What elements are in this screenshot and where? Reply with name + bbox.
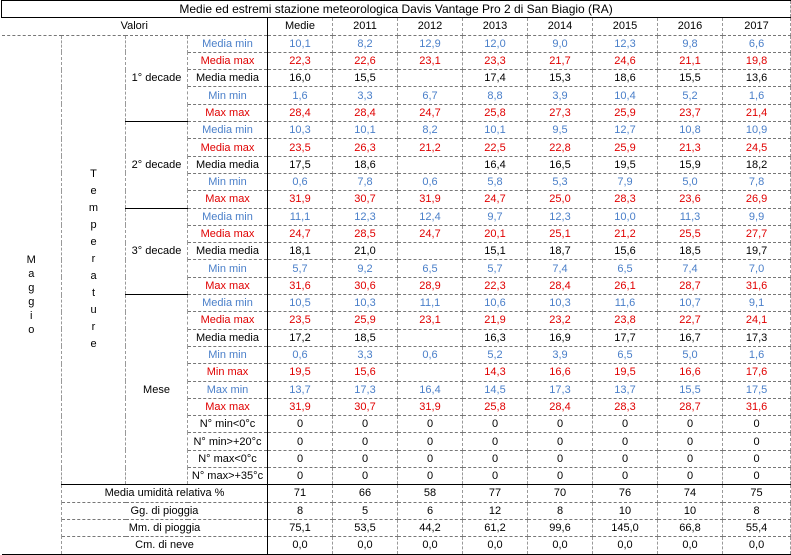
value-cell: 7,8 [333, 173, 398, 190]
medie-cell: 0 [268, 450, 333, 467]
value-cell: 5,0 [658, 346, 723, 363]
value-cell: 17,3 [528, 381, 593, 398]
value-cell: 24,6 [593, 52, 658, 69]
medie-cell: 13,7 [268, 381, 333, 398]
value-cell: 12 [463, 502, 528, 519]
value-cell: 13,7 [593, 381, 658, 398]
medie-cell: 0,6 [268, 173, 333, 190]
value-cell: 0 [658, 450, 723, 467]
value-cell: 31,6 [723, 398, 791, 415]
value-cell: 18,6 [333, 156, 398, 173]
value-cell: 70 [528, 485, 593, 502]
value-cell: 66 [333, 485, 398, 502]
value-cell: 17,6 [723, 364, 791, 381]
value-cell: 24,5 [723, 139, 791, 156]
header-year: 2015 [593, 18, 658, 35]
value-cell: 0 [593, 416, 658, 433]
header-year: 2013 [463, 18, 528, 35]
value-cell: 9,0 [528, 35, 593, 52]
value-cell: 14,3 [463, 364, 528, 381]
value-cell: 11,1 [398, 295, 463, 312]
table-row [2, 537, 791, 554]
value-cell: 12,3 [528, 208, 593, 225]
value-cell: 22,6 [333, 52, 398, 69]
value-cell: 75 [723, 485, 791, 502]
value-cell: 8,8 [463, 87, 528, 104]
medie-cell: 8 [268, 502, 333, 519]
value-cell: 58 [398, 485, 463, 502]
value-cell: 28,9 [398, 277, 463, 294]
row-label: Media max [188, 139, 268, 156]
medie-cell: 75,1 [268, 519, 333, 536]
value-cell: 10,3 [528, 295, 593, 312]
value-cell: 8,2 [398, 122, 463, 139]
value-cell: 17,4 [463, 70, 528, 87]
value-cell: 6,7 [398, 87, 463, 104]
value-cell: 10,1 [463, 122, 528, 139]
value-cell: 21,0 [333, 243, 398, 260]
value-cell: 18,5 [333, 329, 398, 346]
row-label: Max max [188, 277, 268, 294]
value-cell: 0,0 [463, 537, 528, 554]
value-cell: 6,5 [593, 260, 658, 277]
value-cell: 5,2 [658, 87, 723, 104]
row-label: Max min [188, 381, 268, 398]
value-cell: 12,3 [593, 35, 658, 52]
value-cell: 0 [528, 416, 593, 433]
row-label: Media min [188, 122, 268, 139]
value-cell: 10,0 [593, 208, 658, 225]
value-cell: 8 [528, 502, 593, 519]
month-label: M a g g i o [2, 35, 62, 554]
value-cell: 30,7 [333, 398, 398, 415]
value-cell: 15,9 [658, 156, 723, 173]
value-cell: 9,2 [333, 260, 398, 277]
value-cell: 0,0 [333, 537, 398, 554]
row-label: Min min [188, 346, 268, 363]
value-cell: 10,9 [723, 122, 791, 139]
value-cell: 0 [398, 450, 463, 467]
value-cell: 5 [333, 502, 398, 519]
row-label: Media max [188, 225, 268, 242]
value-cell: 16,6 [528, 364, 593, 381]
value-cell: 9,5 [528, 122, 593, 139]
value-cell: 0 [723, 468, 791, 485]
value-cell: 17,3 [333, 381, 398, 398]
value-cell: 12,0 [463, 35, 528, 52]
value-cell: 31,9 [398, 398, 463, 415]
table-row [2, 519, 791, 536]
value-cell: 0 [658, 468, 723, 485]
medie-cell: 23,5 [268, 312, 333, 329]
value-cell: 12,7 [593, 122, 658, 139]
value-cell: 23,1 [398, 52, 463, 69]
value-cell: 3,9 [528, 87, 593, 104]
table-row [2, 485, 791, 502]
value-cell: 11,6 [593, 295, 658, 312]
value-cell: 21,9 [463, 312, 528, 329]
value-cell: 23,1 [398, 312, 463, 329]
value-cell [398, 364, 463, 381]
value-cell: 7,4 [528, 260, 593, 277]
footer-label: Gg. di pioggia [62, 502, 268, 519]
value-cell: 1,6 [723, 87, 791, 104]
value-cell: 16,4 [398, 381, 463, 398]
value-cell: 16,4 [463, 156, 528, 173]
value-cell: 0 [593, 433, 658, 450]
medie-cell: 10,3 [268, 122, 333, 139]
value-cell: 12,4 [398, 208, 463, 225]
row-label: Media max [188, 312, 268, 329]
value-cell: 74 [658, 485, 723, 502]
row-label: N° max<0°c [188, 450, 268, 467]
value-cell: 21,3 [658, 139, 723, 156]
value-cell: 15,5 [658, 70, 723, 87]
row-label: Min max [188, 364, 268, 381]
value-cell: 19,5 [593, 364, 658, 381]
value-cell: 0 [528, 450, 593, 467]
value-cell: 16,7 [658, 329, 723, 346]
value-cell: 5,7 [463, 260, 528, 277]
medie-cell: 71 [268, 485, 333, 502]
medie-cell: 10,1 [268, 35, 333, 52]
medie-cell: 0,0 [268, 537, 333, 554]
medie-cell: 17,5 [268, 156, 333, 173]
value-cell: 30,6 [333, 277, 398, 294]
value-cell: 21,1 [658, 52, 723, 69]
value-cell: 28,4 [528, 398, 593, 415]
value-cell: 18,2 [723, 156, 791, 173]
value-cell: 0 [658, 416, 723, 433]
medie-cell: 0 [268, 433, 333, 450]
value-cell: 145,0 [593, 519, 658, 536]
value-cell: 28,7 [658, 398, 723, 415]
value-cell: 0 [723, 416, 791, 433]
value-cell: 12,3 [333, 208, 398, 225]
value-cell: 22,5 [463, 139, 528, 156]
value-cell: 10 [593, 502, 658, 519]
value-cell: 30,7 [333, 191, 398, 208]
value-cell: 0 [463, 450, 528, 467]
value-cell: 10,1 [333, 122, 398, 139]
table-row [2, 502, 791, 519]
footer-label: Mm. di pioggia [62, 519, 268, 536]
row-label: Media min [188, 208, 268, 225]
row-label: N° min>+20°c [188, 433, 268, 450]
value-cell: 9,8 [658, 35, 723, 52]
value-cell: 24,7 [463, 191, 528, 208]
value-cell: 0 [593, 450, 658, 467]
value-cell: 10,4 [593, 87, 658, 104]
table-row [2, 35, 791, 52]
value-cell: 9,9 [723, 208, 791, 225]
value-cell: 26,3 [333, 139, 398, 156]
header-year: 2012 [398, 18, 463, 35]
value-cell: 16,9 [528, 329, 593, 346]
value-cell: 5,2 [463, 346, 528, 363]
value-cell: 7,8 [723, 173, 791, 190]
temperature-label: T e m p e r a t u r e [62, 35, 126, 485]
value-cell: 25,5 [658, 225, 723, 242]
value-cell: 14,5 [463, 381, 528, 398]
value-cell: 7,4 [658, 260, 723, 277]
value-cell: 23,3 [463, 52, 528, 69]
row-label: Min min [188, 260, 268, 277]
medie-cell: 0,6 [268, 346, 333, 363]
value-cell: 24,7 [398, 104, 463, 121]
header-valori: Valori [2, 18, 268, 35]
row-label: Media max [188, 52, 268, 69]
value-cell: 16,5 [528, 156, 593, 173]
header-year: 2016 [658, 18, 723, 35]
header-medie: Medie [268, 18, 333, 35]
value-cell: 0 [723, 433, 791, 450]
value-cell: 10,7 [658, 295, 723, 312]
value-cell: 22,3 [463, 277, 528, 294]
page-title: Medie ed estremi stazione meteorologica Davis Vantage Pro 2 di San Biagio (RA) [2, 1, 791, 18]
value-cell: 25,9 [333, 312, 398, 329]
value-cell: 21,2 [593, 225, 658, 242]
value-cell: 25,1 [528, 225, 593, 242]
row-label: Media media [188, 329, 268, 346]
value-cell: 0 [333, 468, 398, 485]
value-cell: 19,5 [593, 156, 658, 173]
row-label: Media media [188, 156, 268, 173]
row-label: Max max [188, 104, 268, 121]
medie-cell: 1,6 [268, 87, 333, 104]
value-cell: 6 [398, 502, 463, 519]
value-cell: 0 [463, 433, 528, 450]
value-cell: 18,5 [658, 243, 723, 260]
value-cell: 10,8 [658, 122, 723, 139]
value-cell: 0 [398, 468, 463, 485]
footer-label: Cm. di neve [62, 537, 268, 554]
value-cell: 13,6 [723, 70, 791, 87]
value-cell: 3,9 [528, 346, 593, 363]
value-cell: 10,6 [463, 295, 528, 312]
value-cell: 7,0 [723, 260, 791, 277]
value-cell: 25,8 [463, 104, 528, 121]
medie-cell: 31,9 [268, 191, 333, 208]
row-label: Media media [188, 70, 268, 87]
value-cell: 9,7 [463, 208, 528, 225]
value-cell: 25,9 [593, 104, 658, 121]
value-cell: 0 [593, 468, 658, 485]
value-cell: 3,3 [333, 87, 398, 104]
value-cell: 21,7 [528, 52, 593, 69]
value-cell: 0 [333, 433, 398, 450]
value-cell: 77 [463, 485, 528, 502]
value-cell: 0 [723, 450, 791, 467]
value-cell: 5,0 [658, 173, 723, 190]
value-cell: 31,6 [723, 277, 791, 294]
medie-cell: 28,4 [268, 104, 333, 121]
value-cell: 28,3 [593, 398, 658, 415]
value-cell: 28,5 [333, 225, 398, 242]
value-cell: 0,0 [593, 537, 658, 554]
value-cell: 31,9 [398, 191, 463, 208]
medie-cell: 31,9 [268, 398, 333, 415]
value-cell: 0 [463, 416, 528, 433]
row-label: Media media [188, 243, 268, 260]
section-label: Mese [126, 295, 188, 485]
value-cell [398, 156, 463, 173]
value-cell [398, 243, 463, 260]
row-label: N° min<0°c [188, 416, 268, 433]
section-label: 3° decade [126, 208, 188, 294]
value-cell: 16,6 [658, 364, 723, 381]
medie-cell: 11,1 [268, 208, 333, 225]
value-cell: 18,6 [593, 70, 658, 87]
value-cell: 19,7 [723, 243, 791, 260]
section-label: 2° decade [126, 122, 188, 208]
value-cell: 28,7 [658, 277, 723, 294]
value-cell: 25,9 [593, 139, 658, 156]
medie-cell: 5,7 [268, 260, 333, 277]
value-cell: 24,7 [398, 225, 463, 242]
row-label: N° max>+35°c [188, 468, 268, 485]
medie-cell: 16,0 [268, 70, 333, 87]
footer-label: Media umidità relativa % [62, 485, 268, 502]
value-cell: 15,3 [528, 70, 593, 87]
value-cell: 22,7 [658, 312, 723, 329]
row-label: Media min [188, 295, 268, 312]
value-cell: 25,8 [463, 398, 528, 415]
medie-cell: 31,6 [268, 277, 333, 294]
value-cell [398, 329, 463, 346]
value-cell: 17,7 [593, 329, 658, 346]
value-cell: 23,8 [593, 312, 658, 329]
value-cell: 17,5 [723, 381, 791, 398]
value-cell: 10 [658, 502, 723, 519]
value-cell: 6,6 [723, 35, 791, 52]
value-cell: 0,0 [658, 537, 723, 554]
value-cell: 3,3 [333, 346, 398, 363]
weather-table [1, 0, 791, 555]
value-cell: 28,4 [528, 277, 593, 294]
value-cell: 66,8 [658, 519, 723, 536]
value-cell: 8,2 [333, 35, 398, 52]
value-cell: 23,6 [658, 191, 723, 208]
value-cell: 22,8 [528, 139, 593, 156]
value-cell: 15,5 [333, 70, 398, 87]
value-cell: 0 [463, 468, 528, 485]
value-cell: 12,9 [398, 35, 463, 52]
value-cell: 55,4 [723, 519, 791, 536]
value-cell: 23,7 [658, 104, 723, 121]
value-cell: 19,8 [723, 52, 791, 69]
medie-cell: 24,7 [268, 225, 333, 242]
medie-cell: 19,5 [268, 364, 333, 381]
value-cell: 21,4 [723, 104, 791, 121]
value-cell: 25,0 [528, 191, 593, 208]
value-cell: 0 [398, 433, 463, 450]
value-cell: 0,6 [398, 346, 463, 363]
value-cell [398, 70, 463, 87]
value-cell: 26,1 [593, 277, 658, 294]
value-cell: 24,1 [723, 312, 791, 329]
value-cell: 11,3 [658, 208, 723, 225]
value-cell: 0,6 [398, 173, 463, 190]
value-cell: 28,4 [333, 104, 398, 121]
value-cell: 0,0 [528, 537, 593, 554]
value-cell: 15,6 [593, 243, 658, 260]
value-cell: 1,6 [723, 346, 791, 363]
medie-cell: 17,2 [268, 329, 333, 346]
value-cell: 5,8 [463, 173, 528, 190]
value-cell: 6,5 [593, 346, 658, 363]
value-cell: 76 [593, 485, 658, 502]
row-label: Max max [188, 398, 268, 415]
value-cell: 18,7 [528, 243, 593, 260]
value-cell: 0 [333, 416, 398, 433]
value-cell: 0 [333, 450, 398, 467]
value-cell: 6,5 [398, 260, 463, 277]
value-cell: 0 [658, 433, 723, 450]
value-cell: 0,0 [723, 537, 791, 554]
value-cell: 26,9 [723, 191, 791, 208]
row-label: Min min [188, 87, 268, 104]
value-cell: 8 [723, 502, 791, 519]
header-year: 2017 [723, 18, 791, 35]
value-cell: 53,5 [333, 519, 398, 536]
value-cell: 15,6 [333, 364, 398, 381]
value-cell: 16,3 [463, 329, 528, 346]
value-cell: 10,3 [333, 295, 398, 312]
value-cell: 27,7 [723, 225, 791, 242]
medie-cell: 10,5 [268, 295, 333, 312]
value-cell: 20,1 [463, 225, 528, 242]
medie-cell: 23,5 [268, 139, 333, 156]
value-cell: 28,3 [593, 191, 658, 208]
value-cell: 17,3 [723, 329, 791, 346]
value-cell: 15,1 [463, 243, 528, 260]
medie-cell: 22,3 [268, 52, 333, 69]
row-label: Min min [188, 173, 268, 190]
value-cell: 0,0 [398, 537, 463, 554]
value-cell: 61,2 [463, 519, 528, 536]
value-cell: 5,3 [528, 173, 593, 190]
value-cell: 0 [528, 468, 593, 485]
medie-cell: 0 [268, 468, 333, 485]
row-label: Max max [188, 191, 268, 208]
value-cell: 0 [398, 416, 463, 433]
value-cell: 9,1 [723, 295, 791, 312]
value-cell: 15,5 [658, 381, 723, 398]
header-year: 2011 [333, 18, 398, 35]
value-cell: 27,3 [528, 104, 593, 121]
value-cell: 99,6 [528, 519, 593, 536]
value-cell: 44,2 [398, 519, 463, 536]
row-label: Media min [188, 35, 268, 52]
section-label: 1° decade [126, 35, 188, 121]
value-cell: 0 [528, 433, 593, 450]
value-cell: 7,9 [593, 173, 658, 190]
value-cell: 23,2 [528, 312, 593, 329]
value-cell: 21,2 [398, 139, 463, 156]
medie-cell: 18,1 [268, 243, 333, 260]
medie-cell: 0 [268, 416, 333, 433]
header-year: 2014 [528, 18, 593, 35]
